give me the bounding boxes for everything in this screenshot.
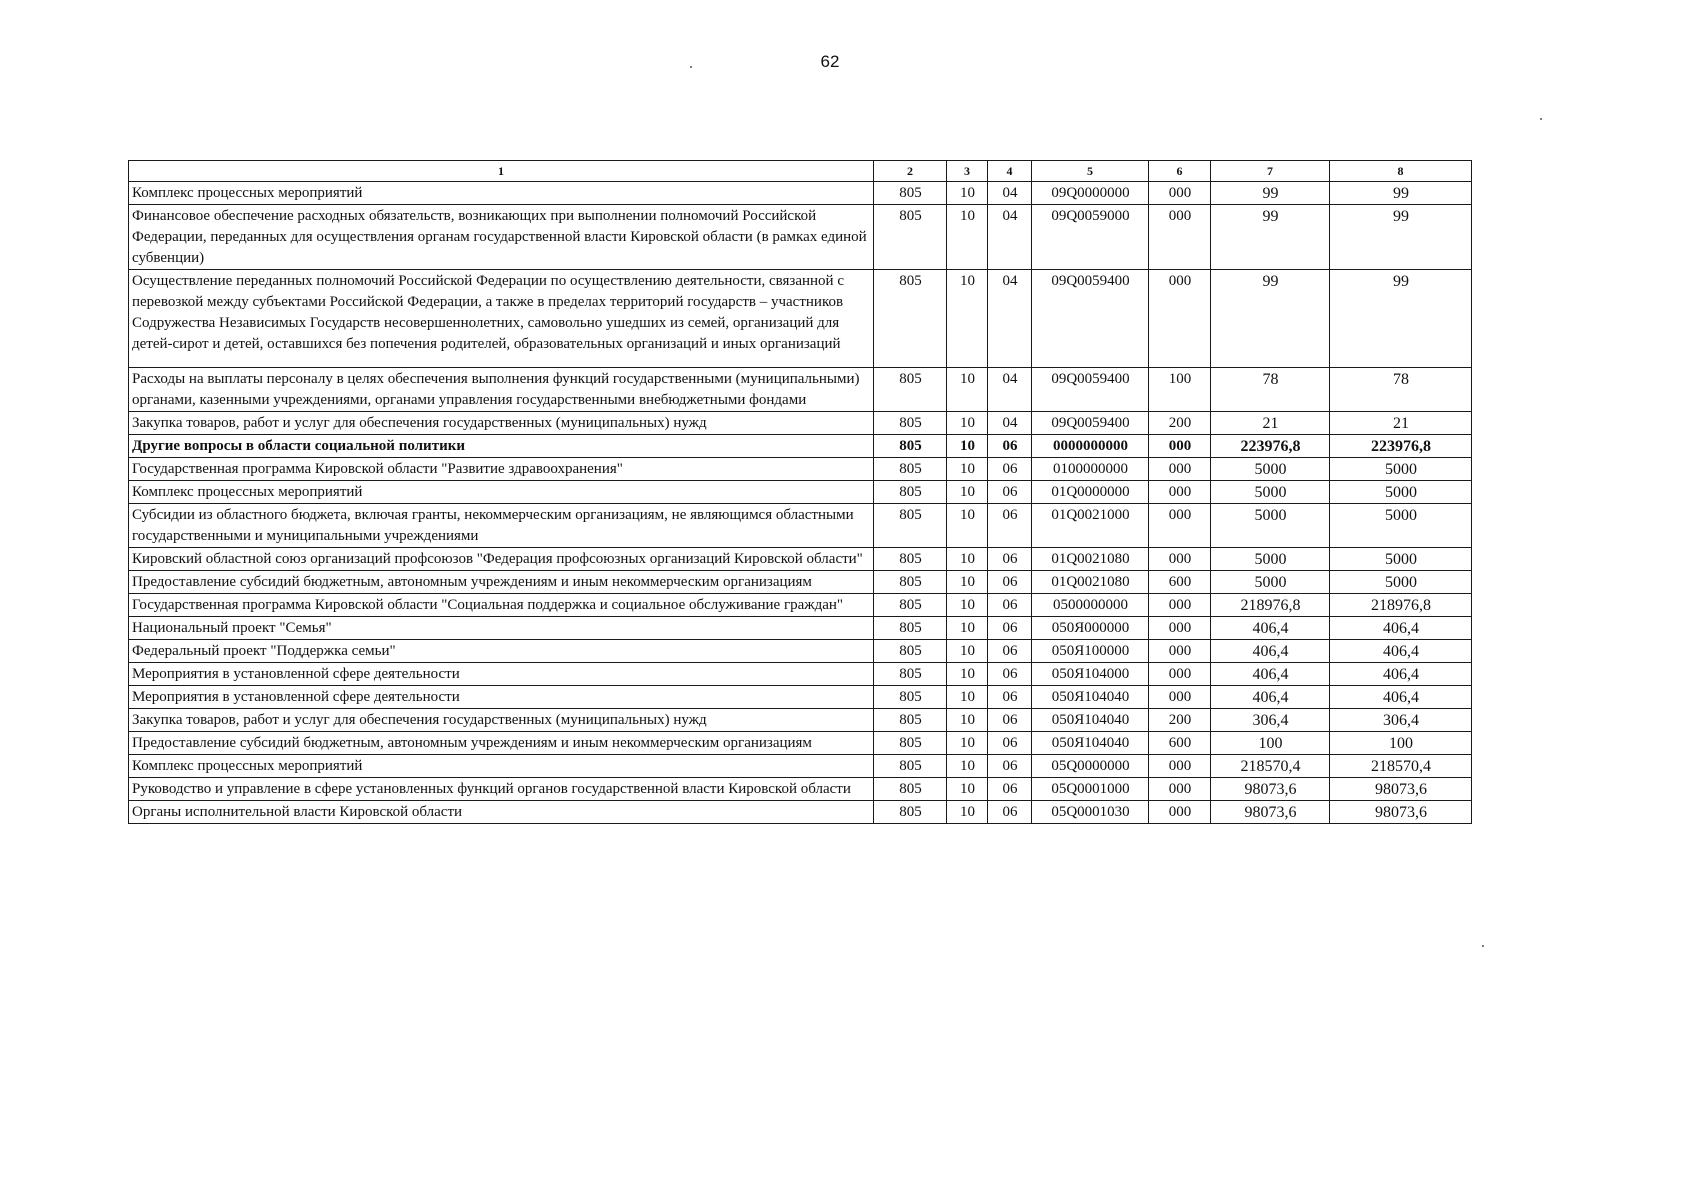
ministry-code-cell: 805 [874, 755, 947, 778]
header-cell-7: 7 [1211, 161, 1330, 182]
target-article-cell: 09Q0000000 [1032, 182, 1149, 205]
section-code-cell: 10 [947, 548, 988, 571]
ministry-code-cell: 805 [874, 205, 947, 270]
scan-speck [690, 66, 692, 68]
table-row [129, 412, 1472, 435]
section-code-cell: 10 [947, 778, 988, 801]
expense-type-cell: 000 [1149, 504, 1211, 548]
subsection-code-cell: 04 [988, 205, 1032, 270]
section-code-cell: 10 [947, 801, 988, 824]
item-name-cell: Государственная программа Кировской области "Социальная поддержка и социальное обслуживание граждан" [129, 594, 874, 617]
item-name-cell: Органы исполнительной власти Кировской области [129, 801, 874, 824]
subsection-code-cell: 06 [988, 594, 1032, 617]
amount-col8-cell: 99 [1330, 270, 1472, 368]
subsection-code-cell: 06 [988, 571, 1032, 594]
item-name-cell: Финансовое обеспечение расходных обязательств, возникающих при выполнении полномочий Российской Федерации, переданных для осуществления органам государственной власти Кировской области (в рамках единой субвенции) [129, 205, 874, 270]
amount-col7-cell: 406,4 [1211, 686, 1330, 709]
section-code-cell: 10 [947, 412, 988, 435]
page-number: 62 [820, 52, 840, 71]
amount-col8-cell: 98073,6 [1330, 778, 1472, 801]
subsection-code-cell: 04 [988, 270, 1032, 368]
table-row [129, 801, 1472, 824]
subsection-code-cell: 04 [988, 412, 1032, 435]
amount-col8-cell: 99 [1330, 205, 1472, 270]
target-article-cell: 01Q0000000 [1032, 481, 1149, 504]
amount-col7-cell: 5000 [1211, 504, 1330, 548]
target-article-cell: 09Q0059400 [1032, 270, 1149, 368]
item-name-cell: Кировский областной союз организаций профсоюзов "Федерация профсоюзных организаций Кировской области" [129, 548, 874, 571]
target-article-cell: 09Q0059400 [1032, 412, 1149, 435]
expense-type-cell: 600 [1149, 571, 1211, 594]
amount-col8-cell: 306,4 [1330, 709, 1472, 732]
target-article-cell: 05Q0001030 [1032, 801, 1149, 824]
table-row [129, 732, 1472, 755]
table-row [129, 548, 1472, 571]
amount-col7-cell: 100 [1211, 732, 1330, 755]
target-article-cell: 050Я104040 [1032, 732, 1149, 755]
table-row [129, 481, 1472, 504]
table-row [129, 686, 1472, 709]
amount-col7-cell: 218976,8 [1211, 594, 1330, 617]
amount-col8-cell: 100 [1330, 732, 1472, 755]
subsection-code-cell: 06 [988, 732, 1032, 755]
amount-col8-cell: 406,4 [1330, 617, 1472, 640]
section-code-cell: 10 [947, 481, 988, 504]
item-name-cell: Другие вопросы в области социальной политики [129, 435, 874, 458]
expense-type-cell: 000 [1149, 435, 1211, 458]
amount-col8-cell: 21 [1330, 412, 1472, 435]
target-article-cell: 0000000000 [1032, 435, 1149, 458]
expense-type-cell: 000 [1149, 778, 1211, 801]
item-name-cell: Закупка товаров, работ и услуг для обеспечения государственных (муниципальных) нужд [129, 412, 874, 435]
amount-col7-cell: 406,4 [1211, 640, 1330, 663]
ministry-code-cell: 805 [874, 732, 947, 755]
target-article-cell: 0500000000 [1032, 594, 1149, 617]
amount-col8-cell: 406,4 [1330, 686, 1472, 709]
expense-type-cell: 000 [1149, 686, 1211, 709]
subsection-code-cell: 06 [988, 481, 1032, 504]
target-article-cell: 05Q0000000 [1032, 755, 1149, 778]
header-cell-5: 5 [1032, 161, 1149, 182]
section-code-cell: 10 [947, 368, 988, 412]
item-name-cell: Комплекс процессных мероприятий [129, 755, 874, 778]
expense-type-cell: 000 [1149, 617, 1211, 640]
amount-col8-cell: 78 [1330, 368, 1472, 412]
section-code-cell: 10 [947, 270, 988, 368]
expense-type-cell: 000 [1149, 205, 1211, 270]
target-article-cell: 09Q0059000 [1032, 205, 1149, 270]
section-code-cell: 10 [947, 732, 988, 755]
subsection-code-cell: 06 [988, 435, 1032, 458]
target-article-cell: 050Я104040 [1032, 686, 1149, 709]
item-name-cell: Национальный проект "Семья" [129, 617, 874, 640]
ministry-code-cell: 805 [874, 686, 947, 709]
amount-col7-cell: 99 [1211, 270, 1330, 368]
amount-col8-cell: 5000 [1330, 481, 1472, 504]
header-row [129, 161, 1472, 182]
subsection-code-cell: 06 [988, 709, 1032, 732]
section-code-cell: 10 [947, 686, 988, 709]
section-code-cell: 10 [947, 182, 988, 205]
section-code-cell: 10 [947, 571, 988, 594]
amount-col7-cell: 406,4 [1211, 617, 1330, 640]
table-row [129, 182, 1472, 205]
subsection-code-cell: 04 [988, 182, 1032, 205]
subsection-code-cell: 06 [988, 458, 1032, 481]
ministry-code-cell: 805 [874, 458, 947, 481]
budget-table [128, 160, 1472, 824]
header-cell-3: 3 [947, 161, 988, 182]
ministry-code-cell: 805 [874, 270, 947, 368]
amount-col7-cell: 98073,6 [1211, 778, 1330, 801]
subsection-code-cell: 06 [988, 640, 1032, 663]
amount-col7-cell: 99 [1211, 182, 1330, 205]
item-name-cell: Руководство и управление в сфере установленных функций органов государственной власти Кировской области [129, 778, 874, 801]
expense-type-cell: 100 [1149, 368, 1211, 412]
amount-col8-cell: 5000 [1330, 571, 1472, 594]
item-name-cell: Мероприятия в установленной сфере деятельности [129, 663, 874, 686]
target-article-cell: 050Я000000 [1032, 617, 1149, 640]
header-cell-1: 1 [129, 161, 874, 182]
ministry-code-cell: 805 [874, 778, 947, 801]
amount-col8-cell: 98073,6 [1330, 801, 1472, 824]
subsection-code-cell: 06 [988, 617, 1032, 640]
target-article-cell: 050Я104040 [1032, 709, 1149, 732]
amount-col7-cell: 5000 [1211, 481, 1330, 504]
ministry-code-cell: 805 [874, 801, 947, 824]
ministry-code-cell: 805 [874, 435, 947, 458]
section-code-cell: 10 [947, 663, 988, 686]
amount-col8-cell: 218976,8 [1330, 594, 1472, 617]
section-code-cell: 10 [947, 709, 988, 732]
ministry-code-cell: 805 [874, 412, 947, 435]
expense-type-cell: 000 [1149, 458, 1211, 481]
table-row [129, 663, 1472, 686]
item-name-cell: Закупка товаров, работ и услуг для обеспечения государственных (муниципальных) нужд [129, 709, 874, 732]
amount-col7-cell: 306,4 [1211, 709, 1330, 732]
amount-col8-cell: 223976,8 [1330, 435, 1472, 458]
item-name-cell: Федеральный проект "Поддержка семьи" [129, 640, 874, 663]
target-article-cell: 01Q0021080 [1032, 548, 1149, 571]
item-name-cell: Субсидии из областного бюджета, включая гранты, некоммерческим организациям, не являющимся областными государственными и муниципальными учреждениями [129, 504, 874, 548]
expense-type-cell: 000 [1149, 755, 1211, 778]
ministry-code-cell: 805 [874, 640, 947, 663]
amount-col7-cell: 218570,4 [1211, 755, 1330, 778]
ministry-code-cell: 805 [874, 548, 947, 571]
item-name-cell: Мероприятия в установленной сфере деятельности [129, 686, 874, 709]
amount-col8-cell: 5000 [1330, 458, 1472, 481]
header-cell-4: 4 [988, 161, 1032, 182]
expense-type-cell: 000 [1149, 801, 1211, 824]
header-cell-2: 2 [874, 161, 947, 182]
item-name-cell: Комплекс процессных мероприятий [129, 481, 874, 504]
target-article-cell: 0100000000 [1032, 458, 1149, 481]
subsection-code-cell: 06 [988, 686, 1032, 709]
target-article-cell: 09Q0059400 [1032, 368, 1149, 412]
ministry-code-cell: 805 [874, 504, 947, 548]
table-row [129, 778, 1472, 801]
section-code-cell: 10 [947, 617, 988, 640]
target-article-cell: 01Q0021080 [1032, 571, 1149, 594]
table-row [129, 640, 1472, 663]
target-article-cell: 050Я104000 [1032, 663, 1149, 686]
ministry-code-cell: 805 [874, 663, 947, 686]
amount-col8-cell: 5000 [1330, 504, 1472, 548]
subsection-code-cell: 04 [988, 368, 1032, 412]
table-row [129, 205, 1472, 270]
subsection-code-cell: 06 [988, 663, 1032, 686]
section-code-cell: 10 [947, 755, 988, 778]
section-code-cell: 10 [947, 435, 988, 458]
ministry-code-cell: 805 [874, 617, 947, 640]
scan-speck [1540, 118, 1542, 120]
table-row [129, 571, 1472, 594]
expense-type-cell: 000 [1149, 548, 1211, 571]
table-row [129, 368, 1472, 412]
item-name-cell: Предоставление субсидий бюджетным, автономным учреждениям и иным некоммерческим организациям [129, 732, 874, 755]
item-name-cell: Расходы на выплаты персоналу в целях обеспечения выполнения функций государственными (муниципальными) органами, казенными учреждениями, органами управления государственными внебюджетными фондами [129, 368, 874, 412]
table-row [129, 435, 1472, 458]
header-cell-8: 8 [1330, 161, 1472, 182]
section-code-cell: 10 [947, 504, 988, 548]
table-row [129, 594, 1472, 617]
expense-type-cell: 000 [1149, 663, 1211, 686]
subsection-code-cell: 06 [988, 755, 1032, 778]
amount-col7-cell: 5000 [1211, 458, 1330, 481]
subsection-code-cell: 06 [988, 778, 1032, 801]
table-row [129, 709, 1472, 732]
amount-col8-cell: 5000 [1330, 548, 1472, 571]
amount-col8-cell: 406,4 [1330, 663, 1472, 686]
item-name-cell: Предоставление субсидий бюджетным, автономным учреждениям и иным некоммерческим организациям [129, 571, 874, 594]
subsection-code-cell: 06 [988, 548, 1032, 571]
expense-type-cell: 000 [1149, 270, 1211, 368]
subsection-code-cell: 06 [988, 504, 1032, 548]
ministry-code-cell: 805 [874, 709, 947, 732]
table-row [129, 504, 1472, 548]
amount-col7-cell: 98073,6 [1211, 801, 1330, 824]
table-body [129, 182, 1472, 824]
expense-type-cell: 000 [1149, 594, 1211, 617]
table-row [129, 270, 1472, 368]
subsection-code-cell: 06 [988, 801, 1032, 824]
amount-col7-cell: 78 [1211, 368, 1330, 412]
expense-type-cell: 200 [1149, 709, 1211, 732]
amount-col7-cell: 223976,8 [1211, 435, 1330, 458]
section-code-cell: 10 [947, 205, 988, 270]
item-name-cell: Комплекс процессных мероприятий [129, 182, 874, 205]
amount-col7-cell: 5000 [1211, 548, 1330, 571]
target-article-cell: 01Q0021000 [1032, 504, 1149, 548]
amount-col8-cell: 99 [1330, 182, 1472, 205]
table-row [129, 458, 1472, 481]
target-article-cell: 05Q0001000 [1032, 778, 1149, 801]
amount-col7-cell: 99 [1211, 205, 1330, 270]
expense-type-cell: 000 [1149, 640, 1211, 663]
amount-col8-cell: 406,4 [1330, 640, 1472, 663]
expense-type-cell: 600 [1149, 732, 1211, 755]
table-row [129, 755, 1472, 778]
expense-type-cell: 000 [1149, 182, 1211, 205]
ministry-code-cell: 805 [874, 182, 947, 205]
amount-col7-cell: 21 [1211, 412, 1330, 435]
section-code-cell: 10 [947, 458, 988, 481]
ministry-code-cell: 805 [874, 481, 947, 504]
target-article-cell: 050Я100000 [1032, 640, 1149, 663]
ministry-code-cell: 805 [874, 571, 947, 594]
header-cell-6: 6 [1149, 161, 1211, 182]
item-name-cell: Государственная программа Кировской области "Развитие здравоохранения" [129, 458, 874, 481]
expense-type-cell: 200 [1149, 412, 1211, 435]
section-code-cell: 10 [947, 594, 988, 617]
table-row [129, 617, 1472, 640]
item-name-cell: Осуществление переданных полномочий Российской Федерации по осуществлению деятельности, связанной с перевозкой между субъектами Российской Федерации, а также в пределах территорий государств – участников Содружества Независимых Государств несовершеннолетних, самовольно ушедших из семей, организаций для детей-сирот и детей, оставшихся без попечения родителей, образовательных организаций и иных организаций [129, 270, 874, 368]
amount-col7-cell: 5000 [1211, 571, 1330, 594]
amount-col8-cell: 218570,4 [1330, 755, 1472, 778]
ministry-code-cell: 805 [874, 368, 947, 412]
ministry-code-cell: 805 [874, 594, 947, 617]
amount-col7-cell: 406,4 [1211, 663, 1330, 686]
expense-type-cell: 000 [1149, 481, 1211, 504]
section-code-cell: 10 [947, 640, 988, 663]
scan-speck [1482, 945, 1484, 947]
